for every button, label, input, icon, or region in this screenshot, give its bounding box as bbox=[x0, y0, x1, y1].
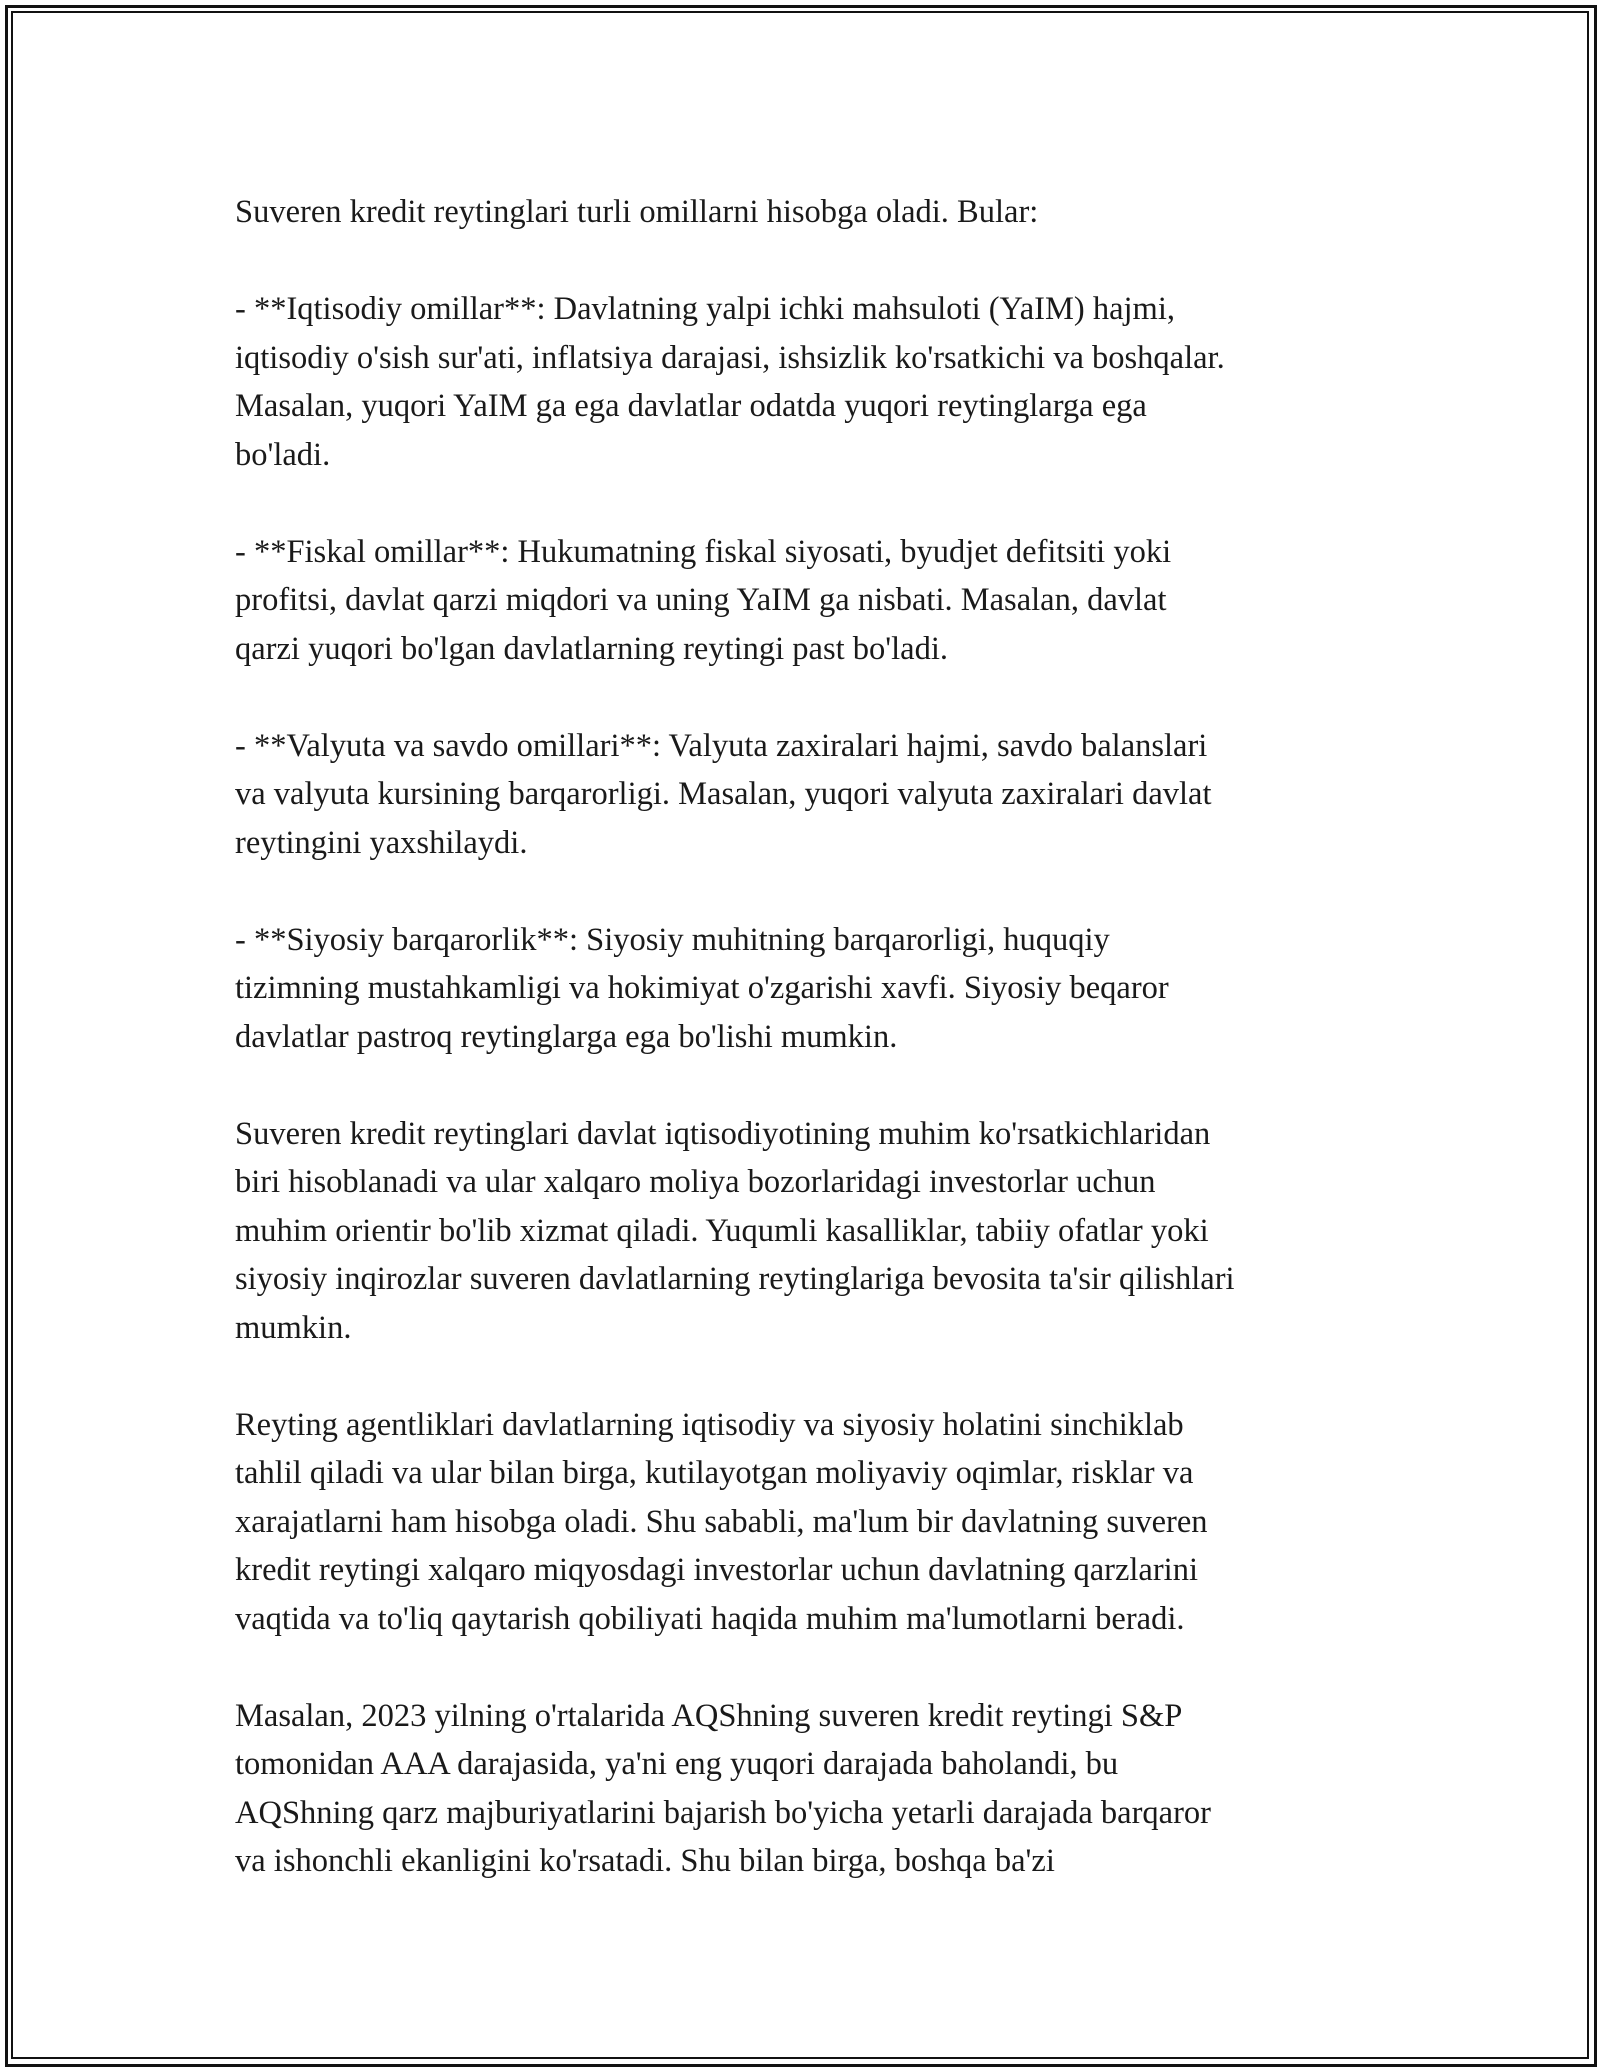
paragraph-political-stability bbox=[235, 916, 1375, 1062]
text-line: profitsi, davlat qarzi miqdori va uning YaIM ga nisbati. Masalan, davlat bbox=[235, 582, 1167, 618]
text-line: tizimning mustahkamligi va hokimiyat o'zgarishi xavfi. Siyosiy beqaror bbox=[235, 970, 1169, 1006]
text-line: AQShning qarz majburiyatlarini bajarish bo'yicha yetarli darajada barqaror bbox=[235, 1794, 1211, 1831]
text-line: vaqtida va to'liq qaytarish qobiliyati haqida muhim ma'lumotlarni beradi. bbox=[235, 1600, 1185, 1637]
text-line: kredit reytingi xalqaro miqyosdagi investorlar uchun davlatning qarzlarini bbox=[235, 1552, 1198, 1588]
text-line: Suveren kredit reytinglari davlat iqtisodiyotining muhim ko'rsatkichlaridan bbox=[235, 1115, 1211, 1152]
text-line: Masalan, yuqori YaIM ga ega davlatlar odatda yuqori reytinglarga ega bbox=[235, 388, 1147, 424]
paragraph-usa-example bbox=[235, 1692, 1375, 1886]
document-body bbox=[235, 188, 1375, 1934]
text-line: xarajatlarni ham hisobga oladi. Shu sababli, ma'lum bir davlatning suveren bbox=[235, 1503, 1208, 1540]
text-line: va valyuta kursining barqarorligi. Masalan, yuqori valyuta zaxiralari davlat bbox=[235, 776, 1212, 812]
text-line: bo'ladi. bbox=[235, 436, 331, 473]
paragraph-fiscal-factors bbox=[235, 528, 1375, 674]
text-line: va ishonchli ekanligini ko'rsatadi. Shu bilan birga, boshqa ba'zi bbox=[235, 1843, 1055, 1879]
paragraph-intro bbox=[235, 188, 1375, 237]
text-line: mumkin. bbox=[235, 1309, 352, 1346]
text-line: Reyting agentliklari davlatlarning iqtisodiy va siyosiy holatini sinchiklab bbox=[235, 1406, 1184, 1443]
text-line: qarzi yuqori bo'lgan davlatlarning reytingi past bo'ladi. bbox=[235, 630, 948, 667]
paragraph-currency-trade-factors bbox=[235, 722, 1375, 868]
text-line: tomonidan AAA darajasida, ya'ni eng yuqori darajada baholandi, bu bbox=[235, 1746, 1119, 1782]
text-line: iqtisodiy o'sish sur'ati, inflatsiya darajasi, ishsizlik ko'rsatkichi va boshqalar. bbox=[235, 339, 1225, 376]
text-line: reytingini yaxshilaydi. bbox=[235, 824, 528, 861]
text-line: - **Iqtisodiy omillar**: Davlatning yalpi ichki mahsuloti (YaIM) hajmi, bbox=[235, 291, 1175, 327]
text-line: muhim orientir bo'lib xizmat qiladi. Yuqumli kasalliklar, tabiiy ofatlar yoki bbox=[235, 1212, 1209, 1249]
paragraph-economic-factors bbox=[235, 285, 1375, 479]
text-line: - **Valyuta va savdo omillari**: Valyuta zaxiralari hajmi, savdo balanslari bbox=[235, 727, 1208, 764]
text-line: - **Fiskal omillar**: Hukumatning fiskal siyosati, byudjet defitsiti yoki bbox=[235, 533, 1172, 570]
text-line: Masalan, 2023 yilning o'rtalarida AQShning suveren kredit reytingi S&P bbox=[235, 1697, 1183, 1734]
text-line: biri hisoblanadi va ular xalqaro moliya bozorlaridagi investorlar uchun bbox=[235, 1164, 1156, 1200]
text-line: davlatlar pastroq reytinglarga ega bo'lishi mumkin. bbox=[235, 1018, 898, 1055]
text-line: siyosiy inqirozlar suveren davlatlarning reytinglariga bevosita ta'sir qilishlari bbox=[235, 1261, 1235, 1297]
paragraph-rating-agencies bbox=[235, 1401, 1375, 1644]
text-line: - **Siyosiy barqarorlik**: Siyosiy muhitning barqarorligi, huquqiy bbox=[235, 921, 1110, 958]
text-line: tahlil qiladi va ular bilan birga, kutilayotgan moliyaviy oqimlar, risklar va bbox=[235, 1455, 1194, 1491]
paragraph-importance bbox=[235, 1110, 1375, 1353]
text-line: Suveren kredit reytinglari turli omillarni hisobga oladi. Bular: bbox=[235, 194, 1039, 230]
